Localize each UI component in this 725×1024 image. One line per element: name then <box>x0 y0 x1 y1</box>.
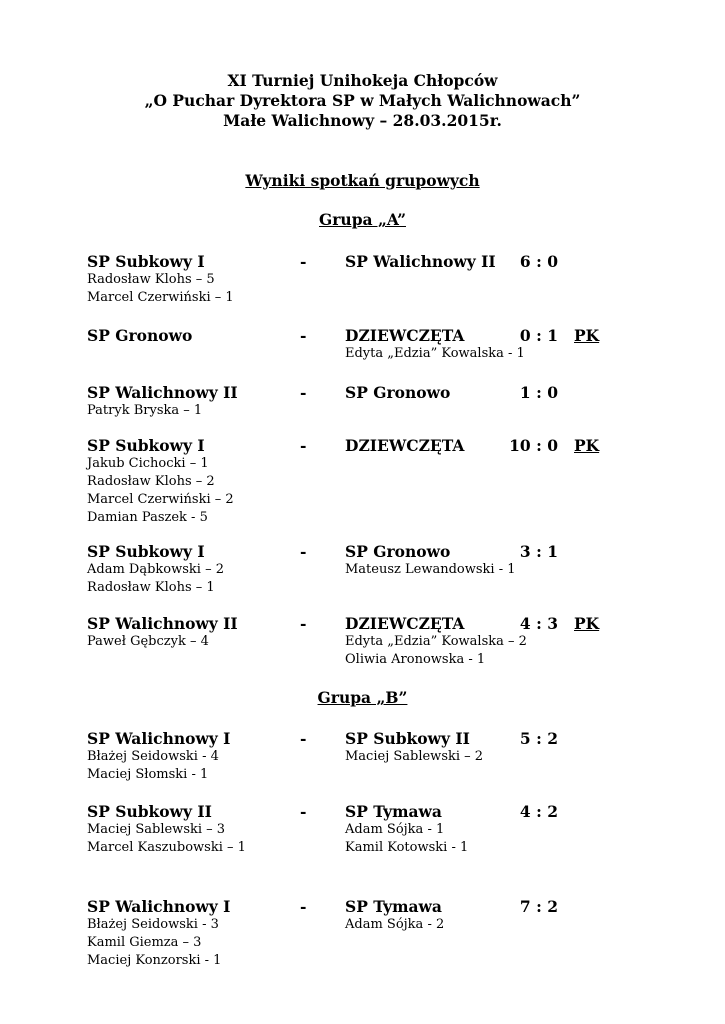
match-entry <box>0 542 725 595</box>
match-score: 10 : 0 <box>509 436 558 455</box>
away-team: SP Gronowo <box>345 542 451 561</box>
match-entry <box>0 729 725 782</box>
match-row <box>0 614 725 633</box>
match-entry <box>0 326 725 361</box>
home-scorers <box>87 633 209 651</box>
scorer-entry: Marcel Czerwiński – 1 <box>87 290 234 305</box>
tournament-title: XI Turniej Unihokeja Chłopców <box>227 71 498 90</box>
match-row <box>0 729 725 748</box>
home-team: SP Walichnowy II <box>87 614 238 633</box>
home-team: SP Walichnowy II <box>87 383 238 402</box>
home-team: SP Walichnowy I <box>87 897 231 916</box>
match-separator: - <box>300 542 307 561</box>
match-score: 0 : 1 <box>519 326 558 345</box>
home-scorers <box>87 271 234 307</box>
away-scorers <box>345 821 468 857</box>
away-team: DZIEWCZĘTA <box>345 614 465 633</box>
away-scorers <box>345 633 527 669</box>
match-separator: - <box>300 614 307 633</box>
scorer-entry: Damian Paszek - 5 <box>87 510 208 525</box>
scorer-entry: Radosław Klohs – 2 <box>87 474 215 489</box>
scorer-entry: Oliwia Aronowska - 1 <box>345 652 486 667</box>
match-entry <box>0 436 725 525</box>
away-scorers <box>345 561 516 579</box>
away-team: SP Tymawa <box>345 897 442 916</box>
match-row <box>0 897 725 916</box>
scorer-entry: Paweł Gębczyk – 4 <box>87 634 209 649</box>
match-row <box>0 383 725 402</box>
scorer-entry: Adam Sójka - 1 <box>345 822 445 837</box>
match-separator: - <box>300 383 307 402</box>
home-team: SP Subkowy I <box>87 436 205 455</box>
scorer-entry: Kamil Giemza – 3 <box>87 935 202 950</box>
scorer-entry: Adam Dąbkowski – 2 <box>87 562 224 577</box>
scorer-entry: Maciej Sablewski – 2 <box>345 749 484 764</box>
pk-marker: PK <box>574 326 600 345</box>
match-separator: - <box>300 897 307 916</box>
home-team: SP Subkowy I <box>87 542 205 561</box>
match-score: 7 : 2 <box>519 897 558 916</box>
match-score: 5 : 2 <box>519 729 558 748</box>
home-team: SP Gronowo <box>87 326 193 345</box>
home-scorers <box>87 821 246 857</box>
scorer-entry: Błażej Seidowski - 3 <box>87 917 219 932</box>
match-row <box>0 252 725 271</box>
match-row <box>0 436 725 455</box>
home-team: SP Subkowy II <box>87 802 212 821</box>
match-separator: - <box>300 252 307 271</box>
scorer-entry: Błażej Seidowski - 4 <box>87 749 219 764</box>
tournament-subtitle: „O Puchar Dyrektora SP w Małych Walichnowach” <box>144 91 581 110</box>
match-separator: - <box>300 326 307 345</box>
pk-marker: PK <box>574 436 600 455</box>
group-b-title: Grupa „B” <box>317 688 408 707</box>
pk-marker: PK <box>574 614 600 633</box>
away-scorers <box>345 345 525 363</box>
scorer-entry: Jakub Cichocki – 1 <box>87 456 209 471</box>
match-separator: - <box>300 802 307 821</box>
scorer-entry: Kamil Kotowski - 1 <box>345 840 469 855</box>
match-entry <box>0 614 725 667</box>
away-team: SP Tymawa <box>345 802 442 821</box>
match-row <box>0 542 725 561</box>
scorer-entry: Radosław Klohs – 1 <box>87 580 215 595</box>
match-score: 4 : 2 <box>519 802 558 821</box>
away-team: SP Subkowy II <box>345 729 470 748</box>
home-team: SP Subkowy I <box>87 252 205 271</box>
away-team: SP Walichnowy II <box>345 252 496 271</box>
home-scorers <box>87 402 202 420</box>
away-team: DZIEWCZĘTA <box>345 326 465 345</box>
tournament-place-date: Małe Walichnowy – 28.03.2015r. <box>223 111 502 130</box>
match-score: 3 : 1 <box>519 542 558 561</box>
scorer-entry: Maciej Konzorski - 1 <box>87 953 222 968</box>
match-score: 1 : 0 <box>519 383 558 402</box>
match-score: 6 : 0 <box>519 252 558 271</box>
scorer-entry: Edyta „Edzia” Kowalska – 2 <box>345 634 527 649</box>
scorer-entry: Maciej Słomski - 1 <box>87 767 209 782</box>
group-a-title: Grupa „A” <box>319 210 406 229</box>
scorer-entry: Patryk Bryska – 1 <box>87 403 203 418</box>
scorer-entry: Mateusz Lewandowski - 1 <box>345 562 516 577</box>
match-row <box>0 802 725 821</box>
match-entry <box>0 252 725 305</box>
away-team: SP Gronowo <box>345 383 451 402</box>
away-team: DZIEWCZĘTA <box>345 436 465 455</box>
scorer-entry: Edyta „Edzia” Kowalska - 1 <box>345 346 525 361</box>
match-separator: - <box>300 436 307 455</box>
scorer-entry: Adam Sójka - 2 <box>345 917 445 932</box>
match-entry <box>0 802 725 855</box>
away-scorers <box>345 916 444 934</box>
away-scorers <box>345 748 483 766</box>
home-scorers <box>87 748 219 784</box>
scorer-entry: Radosław Klohs – 5 <box>87 272 215 287</box>
match-separator: - <box>300 729 307 748</box>
match-row <box>0 326 725 345</box>
home-scorers <box>87 455 234 527</box>
match-score: 4 : 3 <box>519 614 558 633</box>
match-entry <box>0 383 725 418</box>
section-title: Wyniki spotkań grupowych <box>245 171 480 190</box>
home-team: SP Walichnowy I <box>87 729 231 748</box>
match-entry <box>0 897 725 968</box>
home-scorers <box>87 561 224 597</box>
scorer-entry: Marcel Czerwiński – 2 <box>87 492 234 507</box>
home-scorers <box>87 916 221 970</box>
scorer-entry: Marcel Kaszubowski – 1 <box>87 840 246 855</box>
scorer-entry: Maciej Sablewski – 3 <box>87 822 226 837</box>
